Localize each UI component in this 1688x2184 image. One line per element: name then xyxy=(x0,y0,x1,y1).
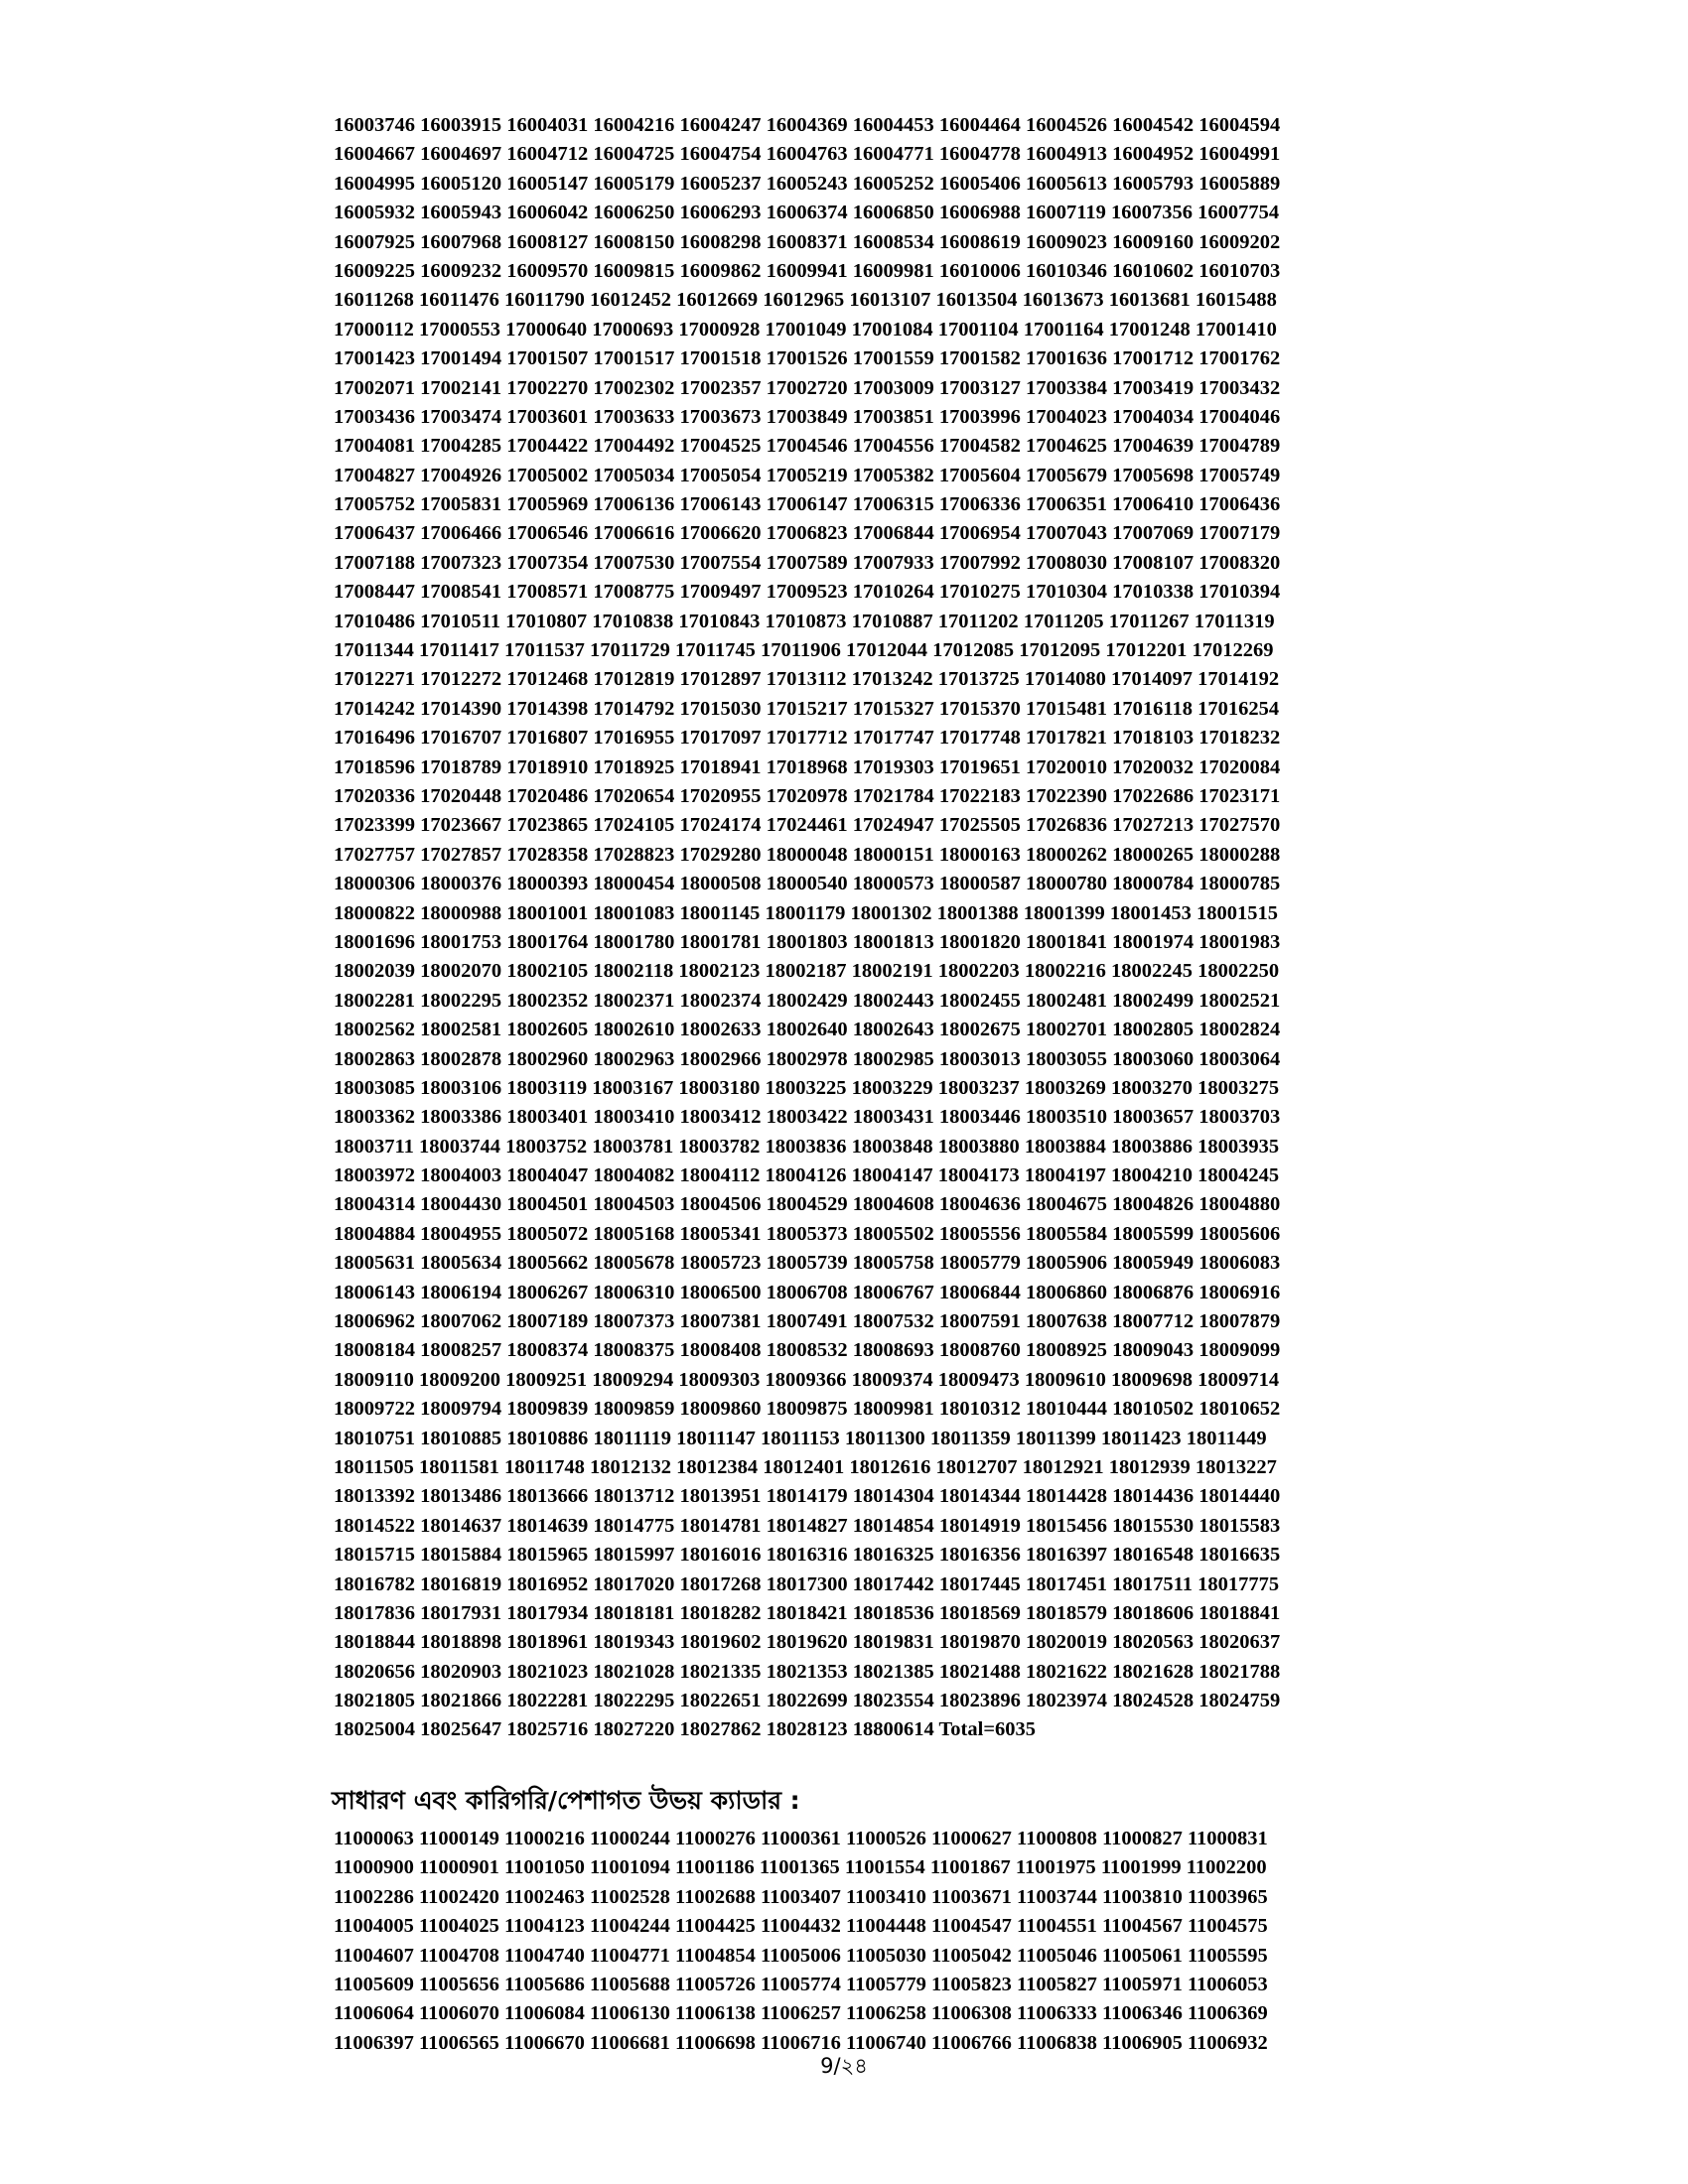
roll-number-row: 11000063 11000149 11000216 11000244 11000276 11000361 11000526 11000627 11000808 11000827 11000831 xyxy=(334,1828,1268,1849)
section-heading: সাধারণ এবং কারিগরি/পেশাগত উভয় ক্যাডার : xyxy=(332,1786,800,1815)
roll-number-row: 17002071 17002141 17002270 17002302 17002357 17002720 17003009 17003127 17003384 17003419 17003432 xyxy=(334,376,1281,399)
roll-number-row: 18001696 18001753 18001764 18001780 18001781 18001803 18001813 18001820 18001841 18001974 18001983 xyxy=(334,930,1281,953)
roll-number-row: 17016496 17016707 17016807 17016955 17017097 17017712 17017747 17017748 17017821 17018103 17018232 xyxy=(334,727,1281,750)
roll-number-row: 18018844 18018898 18018961 18019343 18019602 18019620 18019831 18019870 18020019 18020563 18020637 xyxy=(334,1631,1281,1654)
roll-number-row: 11005609 11005656 11005686 11005688 11005726 11005774 11005779 11005823 11005827 11005971 11006053 xyxy=(334,1973,1268,1995)
roll-number-row: 16011268 16011476 16011790 16012452 16012669 16012965 16013107 16013504 16013673 16013681 16015488 xyxy=(334,289,1277,312)
roll-number-row: 17003436 17003474 17003601 17003633 17003673 17003849 17003851 17003996 17004023 17004034 17004046 xyxy=(334,405,1281,428)
roll-number-row: 18006962 18007062 18007189 18007373 18007381 18007491 18007532 18007591 18007638 18007712 18007879 xyxy=(334,1310,1281,1333)
roll-number-row: 17027757 17027857 17028358 17028823 17029280 18000048 18000151 18000163 18000262 18000265 18000288 xyxy=(334,843,1281,866)
roll-number-row: 16007925 16007968 16008127 16008150 16008298 16008371 16008534 16008619 16009023 16009160 16009202 xyxy=(334,230,1281,253)
page-number: 9/২৪ xyxy=(820,2054,868,2078)
roll-number-row: 17004081 17004285 17004422 17004492 17004525 17004546 17004556 17004582 17004625 17004639 17004789 xyxy=(334,435,1281,458)
roll-number-row: 18002039 18002070 18002105 18002118 18002123 18002187 18002191 18002203 18002216 18002245 18002250 xyxy=(334,960,1280,983)
roll-number-row: 16004667 16004697 16004712 16004725 16004754 16004763 16004771 16004778 16004913 16004952 16004991 xyxy=(334,143,1281,166)
roll-number-row: 18003085 18003106 18003119 18003167 18003180 18003225 18003229 18003237 18003269 18003270 18003275 xyxy=(334,1076,1280,1099)
roll-number-row: 17011344 17011417 17011537 17011729 17011745 17011906 17012044 17012085 17012095 17012201 17012269 xyxy=(334,639,1274,662)
roll-number-row: 18002562 18002581 18002605 18002610 18002633 18002640 18002643 18002675 18002701 18002805 18002824 xyxy=(334,1019,1281,1041)
roll-number-row: 18009110 18009200 18009251 18009294 18009303 18009366 18009374 18009473 18009610 18009698 18009714 xyxy=(334,1368,1280,1391)
roll-number-row: 17007188 17007323 17007354 17007530 17007554 17007589 17007933 17007992 17008030 17008107 17008320 xyxy=(334,551,1281,574)
roll-number-row: 11006397 11006565 11006670 11006681 11006698 11006716 11006740 11006766 11006838 11006905 11006932 xyxy=(334,2031,1268,2054)
roll-number-row: 11004607 11004708 11004740 11004771 11004854 11005006 11005030 11005042 11005046 11005061 11005595 xyxy=(334,1944,1268,1967)
roll-number-row: 18006143 18006194 18006267 18006310 18006500 18006708 18006767 18006844 18006860 18006876 18006916 xyxy=(334,1281,1281,1303)
roll-number-row: 17010486 17010511 17010807 17010838 17010843 17010873 17010887 17011202 17011205 17011267 17011319 xyxy=(334,610,1275,632)
roll-number-row: 18003972 18004003 18004047 18004082 18004112 18004126 18004147 18004173 18004197 18004210 18004245 xyxy=(334,1164,1280,1187)
roll-number-row: 11004005 11004025 11004123 11004244 11004425 11004432 11004448 11004547 11004551 11004567 11004575 xyxy=(334,1915,1268,1938)
roll-number-row: 18003362 18003386 18003401 18003410 18003412 18003422 18003431 18003446 18003510 18003657 18003703 xyxy=(334,1106,1281,1129)
roll-number-row: 17000112 17000553 17000640 17000693 17000928 17001049 17001084 17001104 17001164 17001248 17001410 xyxy=(334,318,1277,341)
roll-number-row: 11000900 11000901 11001050 11001094 11001186 11001365 11001554 11001867 11001975 11001999 11002200 xyxy=(334,1856,1267,1879)
roll-number-row: 18011505 18011581 18011748 18012132 18012384 18012401 18012616 18012707 18012921 18012939 18013227 xyxy=(334,1455,1277,1478)
roll-number-row: 18000822 18000988 18001001 18001083 18001145 18001179 18001302 18001388 18001399 18001453 18001515 xyxy=(334,901,1278,924)
roll-number-row: 17014242 17014390 17014398 17014792 17015030 17015217 17015327 17015370 17015481 17016118 17016254 xyxy=(334,697,1280,720)
roll-number-row: 18003711 18003744 18003752 18003781 18003782 18003836 18003848 18003880 18003884 18003886 18003935 xyxy=(334,1135,1280,1158)
roll-number-row: 18002281 18002295 18002352 18002371 18002374 18002429 18002443 18002455 18002481 18002499 18002521 xyxy=(334,989,1281,1012)
roll-number-row: 17001423 17001494 17001507 17001517 17001518 17001526 17001559 17001582 17001636 17001712 17001762 xyxy=(334,347,1281,370)
roll-number-row: 17005752 17005831 17005969 17006136 17006143 17006147 17006315 17006336 17006351 17006410 17006436 xyxy=(334,493,1281,516)
roll-number-row: 17008447 17008541 17008571 17008775 17009497 17009523 17010264 17010275 17010304 17010338 17010394 xyxy=(334,581,1281,604)
roll-number-row: 18014522 18014637 18014639 18014775 18014781 18014827 18014854 18014919 18015456 18015530 18015583 xyxy=(334,1514,1281,1537)
roll-number-row: 18005631 18005634 18005662 18005678 18005723 18005739 18005758 18005779 18005906 18005949 18006083 xyxy=(334,1252,1281,1275)
roll-number-row: 18000306 18000376 18000393 18000454 18000508 18000540 18000573 18000587 18000780 18000784 18000785 xyxy=(334,873,1281,895)
roll-number-row: 11002286 11002420 11002463 11002528 11002688 11003407 11003410 11003671 11003744 11003810 11003965 xyxy=(334,1885,1268,1908)
roll-number-row: 17006437 17006466 17006546 17006616 17006620 17006823 17006844 17006954 17007043 17007069 17007179 xyxy=(334,522,1281,545)
roll-number-row: 18021805 18021866 18022281 18022295 18022651 18022699 18023554 18023896 18023974 18024528 18024759 xyxy=(334,1690,1281,1712)
roll-number-row: 18020656 18020903 18021023 18021028 18021335 18021353 18021385 18021488 18021622 18021628 18021788 xyxy=(334,1660,1281,1683)
roll-number-row: 18008184 18008257 18008374 18008375 18008408 18008532 18008693 18008760 18008925 18009043 18009099 xyxy=(334,1339,1281,1362)
roll-number-row: 18002863 18002878 18002960 18002963 18002966 18002978 18002985 18003013 18003055 18003060 18003064 xyxy=(334,1047,1281,1070)
roll-number-row: 18017836 18017931 18017934 18018181 18018282 18018421 18018536 18018569 18018579 18018606 18018841 xyxy=(334,1601,1281,1624)
roll-number-row: 17004827 17004926 17005002 17005034 17005054 17005219 17005382 17005604 17005679 17005698 17005749 xyxy=(334,464,1281,486)
roll-number-row: 18010751 18010885 18010886 18011119 18011147 18011153 18011300 18011359 18011399 18011423 18011449 xyxy=(334,1427,1267,1449)
roll-number-row: 11006064 11006070 11006084 11006130 11006138 11006257 11006258 11006308 11006333 11006346 11006369 xyxy=(334,2002,1268,2025)
roll-number-row: 18013392 18013486 18013666 18013712 18013951 18014179 18014304 18014344 18014428 18014436 18014440 xyxy=(334,1485,1281,1508)
roll-number-row: 16009225 16009232 16009570 16009815 16009862 16009941 16009981 16010006 16010346 16010602 16010703 xyxy=(334,259,1281,282)
roll-number-row: 18004314 18004430 18004501 18004503 18004506 18004529 18004608 18004636 18004675 18004826 18004880 xyxy=(334,1193,1281,1216)
roll-number-row: 16003746 16003915 16004031 16004216 16004247 16004369 16004453 16004464 16004526 16004542 16004594 xyxy=(334,114,1281,136)
roll-number-list-second xyxy=(334,1825,1426,2058)
roll-number-list-first xyxy=(334,111,1426,1745)
roll-number-row: 17018596 17018789 17018910 17018925 17018941 17018968 17019303 17019651 17020010 17020032 17020084 xyxy=(334,755,1281,778)
roll-number-row-total: 18025004 18025647 18025716 18027220 18027862 18028123 18800614 Total=6035 xyxy=(334,1718,1036,1741)
roll-number-row: 18015715 18015884 18015965 18015997 18016016 18016316 18016325 18016356 18016397 18016548 18016635 xyxy=(334,1544,1281,1567)
roll-number-row: 17023399 17023667 17023865 17024105 17024174 17024461 17024947 17025505 17026836 17027213 17027570 xyxy=(334,814,1281,837)
roll-number-row: 18016782 18016819 18016952 18017020 18017268 18017300 18017442 18017445 18017451 18017511 18017775 xyxy=(334,1572,1280,1595)
roll-number-row: 18009722 18009794 18009839 18009859 18009860 18009875 18009981 18010312 18010444 18010502 18010652 xyxy=(334,1398,1281,1421)
roll-number-row: 17020336 17020448 17020486 17020654 17020955 17020978 17021784 17022183 17022390 17022686 17023171 xyxy=(334,784,1281,807)
roll-number-row: 18004884 18004955 18005072 18005168 18005341 18005373 18005502 18005556 18005584 18005599 18005606 xyxy=(334,1222,1281,1245)
roll-number-row: 17012271 17012272 17012468 17012819 17012897 17013112 17013242 17013725 17014080 17014097 17014192 xyxy=(334,668,1280,691)
roll-number-row: 16004995 16005120 16005147 16005179 16005237 16005243 16005252 16005406 16005613 16005793 16005889 xyxy=(334,172,1281,195)
roll-number-row: 16005932 16005943 16006042 16006250 16006293 16006374 16006850 16006988 16007119 16007356 16007754 xyxy=(334,202,1280,224)
